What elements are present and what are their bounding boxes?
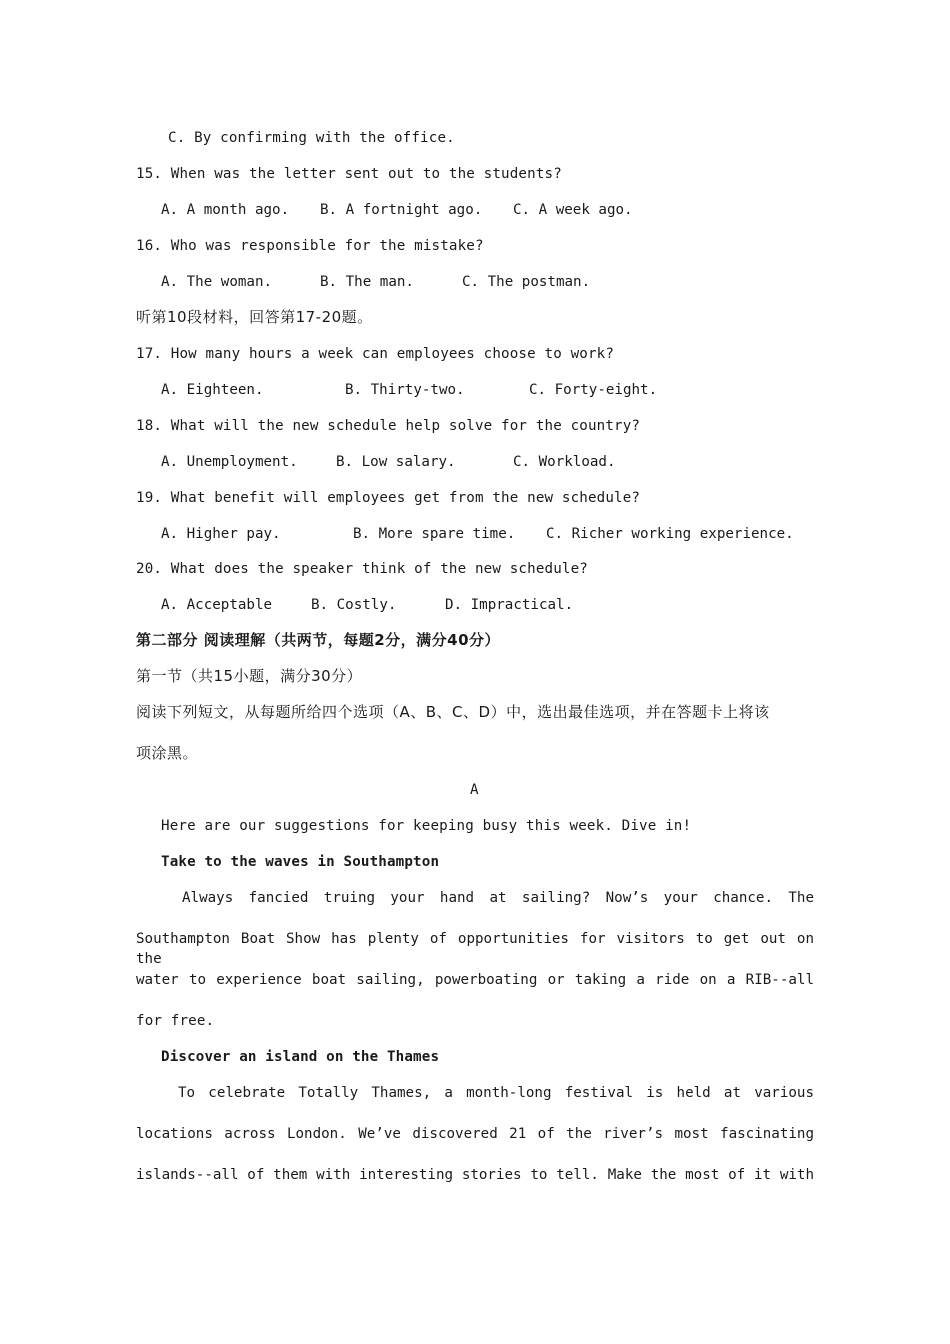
- option-a: A. A month ago.: [161, 202, 290, 218]
- option-b: B. More spare time.: [353, 526, 516, 542]
- question-18: 18. What will the new schedule help solve for the country?: [136, 418, 641, 434]
- heading-thames: Discover an island on the Thames: [161, 1049, 440, 1065]
- option-d: D. Impractical.: [445, 597, 574, 613]
- passage-label: A: [470, 782, 479, 798]
- question-15: 15. When was the letter sent out to the students?: [136, 166, 562, 182]
- option-b: B. The man.: [320, 274, 414, 290]
- question-15-options: [0, 200, 950, 220]
- para1-line-3: water to experience boat sailing, powerboating or taking a ride on a RIB--all: [136, 972, 814, 988]
- heading-southampton: Take to the waves in Southampton: [161, 854, 440, 870]
- option-b: B. Low salary.: [336, 454, 456, 470]
- option-b: B. Thirty-two.: [345, 382, 465, 398]
- para1-line-2: Southampton Boat Show has plenty of opportunities for visitors to get out on the: [136, 931, 814, 967]
- section-10-instruction: 听第10段材料，回答第17-20题。: [136, 308, 373, 326]
- para2-line-1: To celebrate Totally Thames, a month-long festival is held at various: [178, 1085, 814, 1101]
- question-17-options: [0, 380, 950, 400]
- option-b: B. Costly.: [311, 597, 397, 613]
- option-c: C. Forty-eight.: [529, 382, 658, 398]
- reading-instruction-line-2: 项涂黑。: [136, 744, 199, 762]
- para1-line-4: for free.: [136, 1013, 215, 1029]
- question-16: 16. Who was responsible for the mistake?: [136, 238, 484, 254]
- option-c: C. Richer working experience.: [546, 526, 794, 542]
- section-1-title: 第一节（共15小题，满分30分）: [136, 667, 363, 685]
- passage-intro: Here are our suggestions for keeping busy this week. Dive in!: [161, 818, 692, 834]
- part-2-title: 第二部分 阅读理解（共两节，每题2分，满分40分）: [136, 631, 501, 649]
- option-a: A. Unemployment.: [161, 454, 298, 470]
- para2-line-2: locations across London. We’ve discovered 21 of the river’s most fascinating: [136, 1126, 814, 1142]
- question-20: 20. What does the speaker think of the new schedule?: [136, 561, 588, 577]
- q14-option-c: C. By confirming with the office.: [168, 130, 455, 146]
- option-b: B. A fortnight ago.: [320, 202, 483, 218]
- option-c: C. The postman.: [462, 274, 591, 290]
- para1-line-1: Always fancied truing your hand at sailing? Now’s your chance. The: [182, 890, 814, 906]
- option-a: A. Acceptable: [161, 597, 273, 613]
- para2-line-3: islands--all of them with interesting stories to tell. Make the most of it with: [136, 1167, 814, 1183]
- option-c: C. Workload.: [513, 454, 616, 470]
- reading-instruction-line-1: 阅读下列短文，从每题所给四个选项（A、B、C、D）中，选出最佳选项，并在答题卡上将该: [136, 703, 770, 721]
- option-c: C. A week ago.: [513, 202, 633, 218]
- question-17: 17. How many hours a week can employees choose to work?: [136, 346, 615, 362]
- question-18-options: [0, 452, 950, 472]
- question-19-options: [0, 524, 950, 544]
- question-16-options: [0, 272, 950, 292]
- question-20-options: [0, 595, 950, 615]
- question-19: 19. What benefit will employees get from the new schedule?: [136, 490, 641, 506]
- option-a: A. Higher pay.: [161, 526, 281, 542]
- option-a: A. The woman.: [161, 274, 273, 290]
- option-a: A. Eighteen.: [161, 382, 264, 398]
